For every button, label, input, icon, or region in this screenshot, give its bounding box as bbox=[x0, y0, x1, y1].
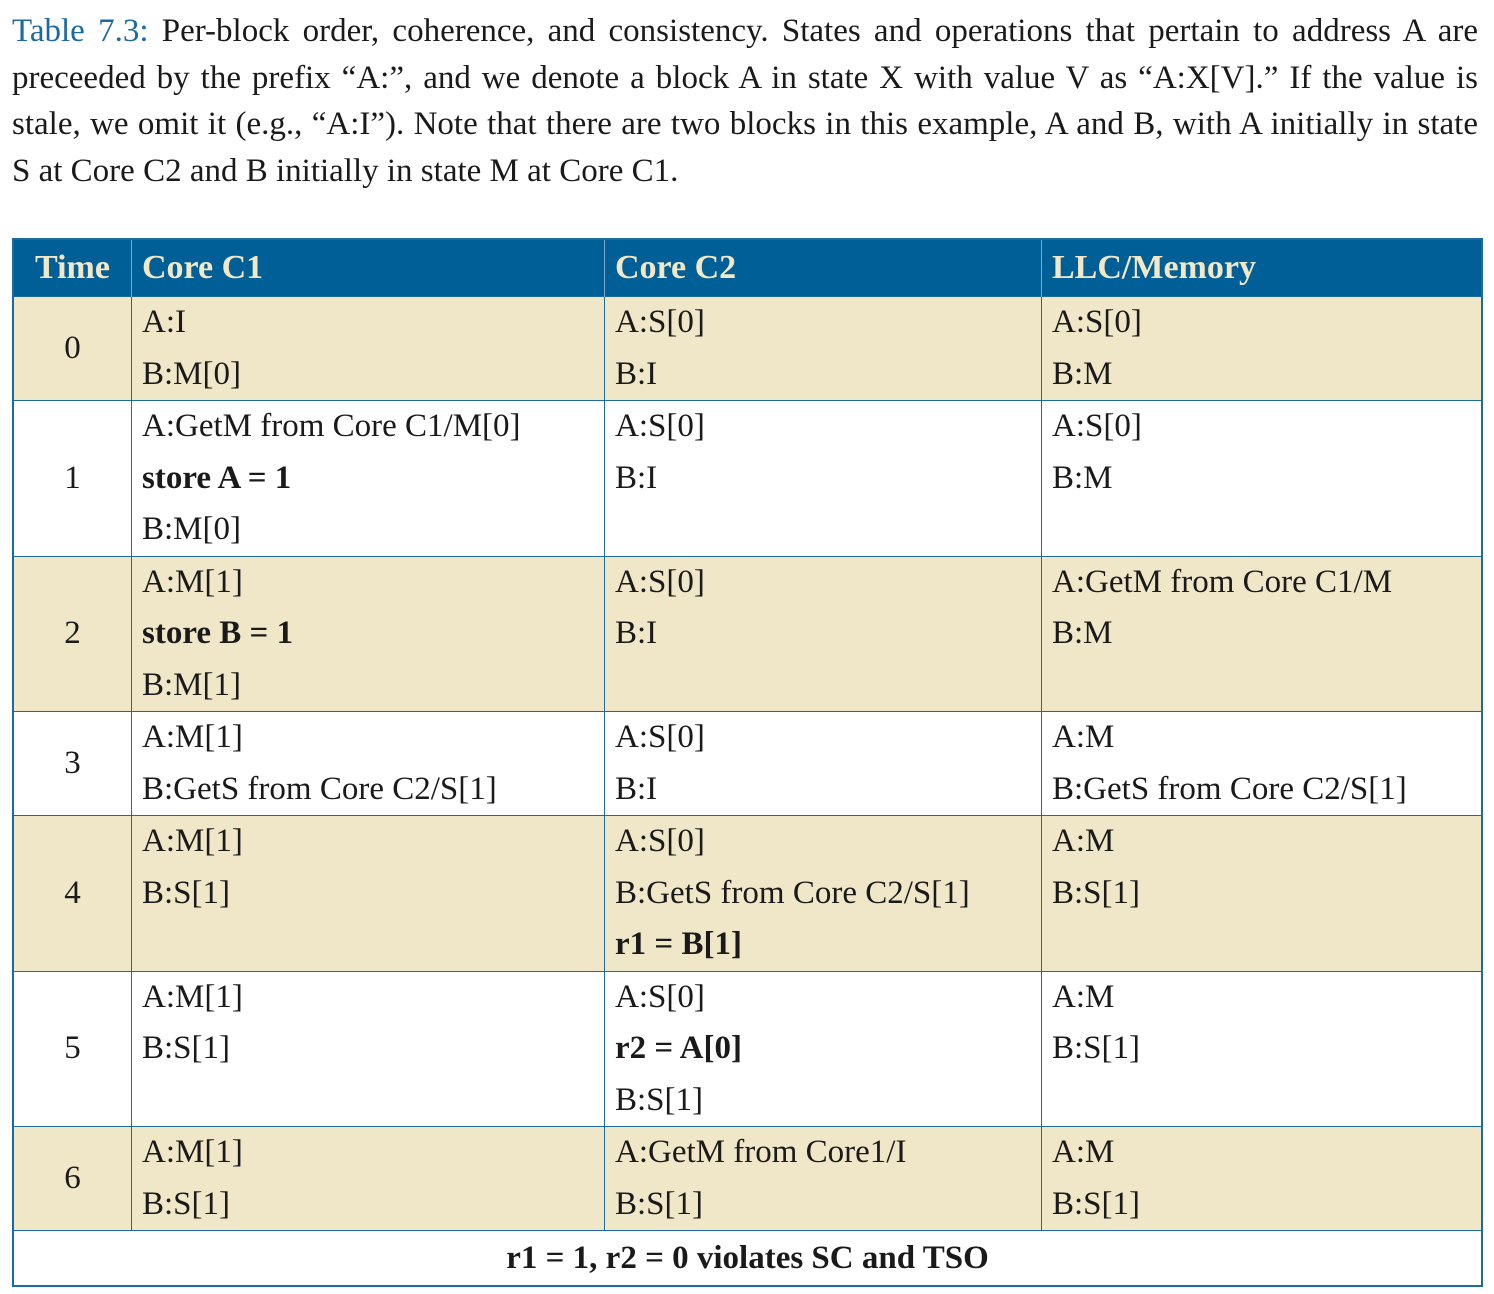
c2-cell bbox=[605, 816, 1042, 972]
state-line: B:S[1] bbox=[142, 1185, 231, 1222]
state-line: A:M[1] bbox=[142, 823, 243, 859]
c1-cell bbox=[132, 1127, 605, 1231]
llc-cell bbox=[1042, 712, 1483, 816]
table-row bbox=[13, 712, 1482, 816]
state-line: B:I bbox=[615, 770, 658, 807]
header-llc-memory: LLC/Memory bbox=[1042, 239, 1483, 297]
state-line: A:S[0] bbox=[615, 563, 705, 600]
state-line: B:S[1] bbox=[142, 874, 231, 911]
state-line: B:M[0] bbox=[142, 355, 241, 392]
state-line: A:GetM from Core1/I bbox=[615, 1134, 907, 1170]
c2-cell bbox=[605, 712, 1042, 816]
state-line: A:S[0] bbox=[1052, 304, 1142, 340]
table-row bbox=[13, 1127, 1482, 1231]
state-line: A:M[1] bbox=[142, 563, 243, 600]
state-line: A:M[1] bbox=[142, 719, 243, 755]
c1-cell bbox=[132, 556, 605, 712]
header-core-c1: Core C1 bbox=[132, 239, 605, 297]
operation-line: r2 = A[0] bbox=[615, 1030, 742, 1066]
state-line: B:GetS from Core C2/S[1] bbox=[142, 770, 497, 807]
table-row bbox=[13, 971, 1482, 1127]
c1-cell bbox=[132, 971, 605, 1127]
c2-cell bbox=[605, 556, 1042, 712]
llc-cell bbox=[1042, 401, 1483, 557]
state-line: B:M[1] bbox=[142, 666, 241, 703]
state-line: A:I bbox=[142, 304, 186, 340]
state-line: B:S[1] bbox=[615, 1081, 704, 1118]
state-line: B:I bbox=[615, 615, 658, 651]
table-caption bbox=[12, 8, 1478, 194]
operation-line: store B = 1 bbox=[142, 615, 294, 651]
c1-cell bbox=[132, 401, 605, 557]
state-line: B:M bbox=[1052, 459, 1113, 496]
coherence-table bbox=[12, 238, 1483, 1287]
c2-cell bbox=[605, 297, 1042, 401]
table-row bbox=[13, 816, 1482, 972]
state-line: B:M[0] bbox=[142, 511, 241, 547]
state-line: B:S[1] bbox=[1052, 874, 1141, 911]
time-cell: 4 bbox=[13, 816, 132, 972]
c2-cell bbox=[605, 401, 1042, 557]
llc-cell bbox=[1042, 556, 1483, 712]
state-line: B:GetS from Core C2/S[1] bbox=[1052, 770, 1407, 807]
operation-line: r1 = B[1] bbox=[615, 926, 742, 962]
state-line: A:S[0] bbox=[615, 719, 705, 755]
state-line: A:S[0] bbox=[1052, 408, 1142, 444]
state-line: A:M bbox=[1052, 978, 1115, 1015]
table-row bbox=[13, 556, 1482, 712]
state-line: A:S[0] bbox=[615, 823, 705, 859]
caption-label: Table 7.3: bbox=[12, 13, 149, 49]
state-line: A:M bbox=[1052, 719, 1115, 755]
state-line: A:S[0] bbox=[615, 304, 705, 340]
state-line: A:S[0] bbox=[615, 978, 705, 1015]
state-line: A:GetM from Core C1/M bbox=[1052, 563, 1393, 600]
c1-cell bbox=[132, 712, 605, 816]
state-line: B:GetS from Core C2/S[1] bbox=[615, 874, 970, 911]
c1-cell bbox=[132, 297, 605, 401]
c1-cell bbox=[132, 816, 605, 972]
state-line: A:M bbox=[1052, 823, 1115, 859]
c2-cell bbox=[605, 1127, 1042, 1231]
state-line: B:S[1] bbox=[1052, 1185, 1141, 1222]
header-row bbox=[13, 239, 1482, 297]
state-line: A:M[1] bbox=[142, 978, 243, 1015]
state-line: B:S[1] bbox=[1052, 1030, 1141, 1066]
table-row bbox=[13, 401, 1482, 557]
state-line: B:I bbox=[615, 459, 658, 496]
header-core-c2: Core C2 bbox=[605, 239, 1042, 297]
state-line: B:S[1] bbox=[142, 1030, 231, 1066]
state-line: A:GetM from Core C1/M[0] bbox=[142, 408, 521, 444]
llc-cell bbox=[1042, 971, 1483, 1127]
state-line: A:S[0] bbox=[615, 408, 705, 444]
state-line: A:M[1] bbox=[142, 1134, 243, 1170]
header-time: Time bbox=[13, 239, 132, 297]
time-cell: 3 bbox=[13, 712, 132, 816]
llc-cell bbox=[1042, 297, 1483, 401]
llc-cell bbox=[1042, 1127, 1483, 1231]
time-cell: 5 bbox=[13, 971, 132, 1127]
state-line: B:M bbox=[1052, 355, 1113, 392]
time-cell: 0 bbox=[13, 297, 132, 401]
state-line: B:I bbox=[615, 355, 658, 392]
operation-line: store A = 1 bbox=[142, 459, 292, 496]
llc-cell bbox=[1042, 816, 1483, 972]
table-footer-note: r1 = 1, r2 = 0 violates SC and TSO bbox=[13, 1231, 1482, 1287]
time-cell: 2 bbox=[13, 556, 132, 712]
caption-text: Per-block order, coherence, and consistency. States and operations that pertain to address A are preceeded by the prefix “A:”, and we denote a block A in state X with value V as “A:X[V].” If the value is stale, we omit it (e.g., “A:I”). Note that there are two blocks in this example, A and B, with A initially in state S at Core C2 and B initially in state M at Core C1. bbox=[12, 13, 1478, 189]
table-row bbox=[13, 297, 1482, 401]
c2-cell bbox=[605, 971, 1042, 1127]
time-cell: 1 bbox=[13, 401, 132, 557]
state-line: B:M bbox=[1052, 615, 1113, 651]
state-line: B:S[1] bbox=[615, 1185, 704, 1222]
state-line: A:M bbox=[1052, 1134, 1115, 1170]
time-cell: 6 bbox=[13, 1127, 132, 1231]
